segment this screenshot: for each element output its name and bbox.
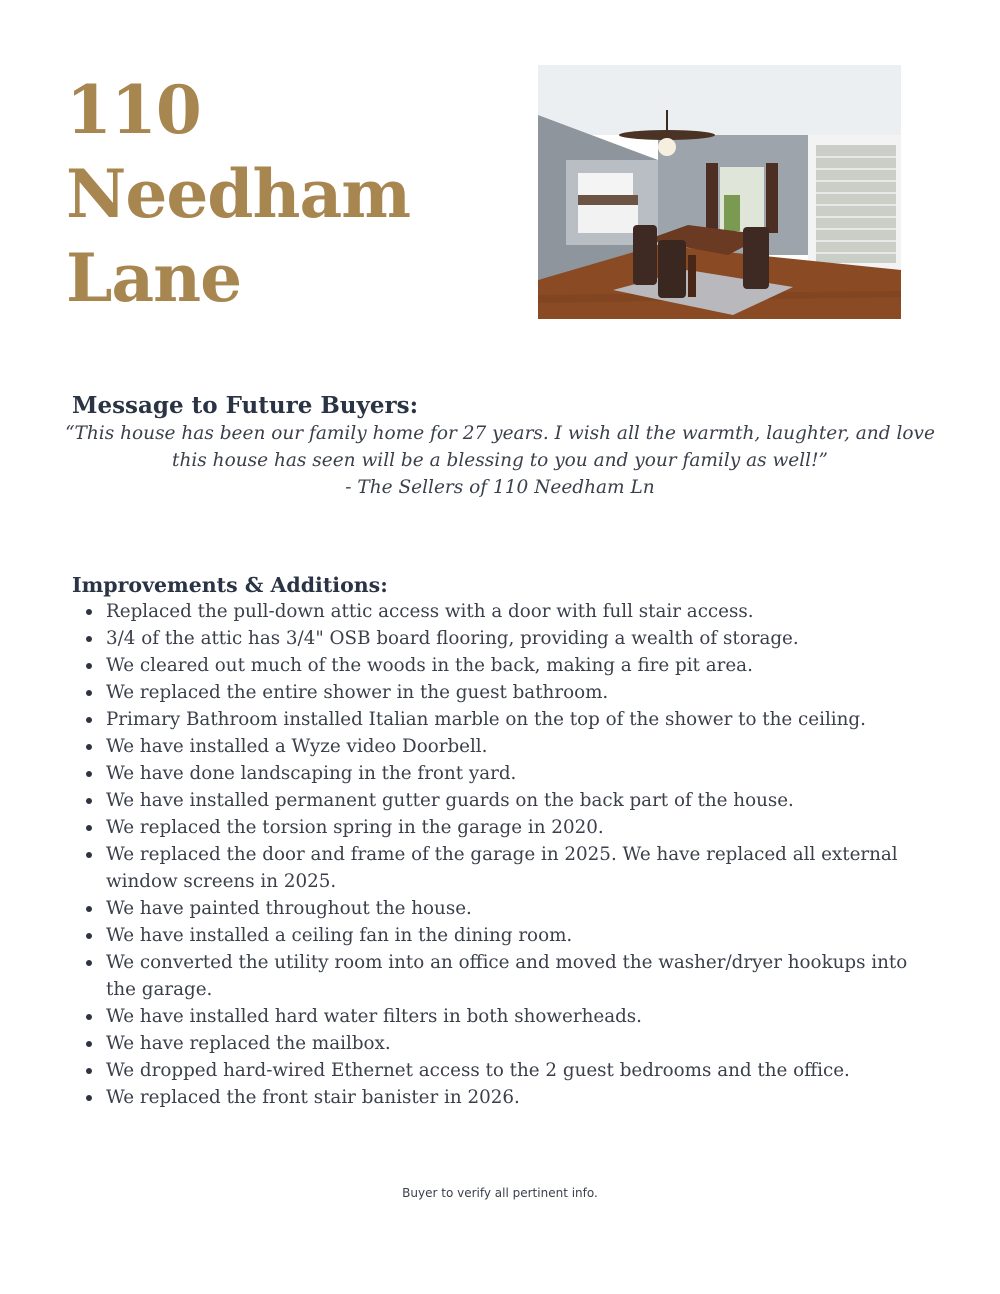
- list-item: Replaced the pull-down attic access with a door with full stair access.: [106, 598, 926, 625]
- sellers-quote: [60, 420, 940, 501]
- title-line-2: Needham: [66, 155, 411, 233]
- list-item: We replaced the door and frame of the garage in 2025. We have replaced all external window screens in 2025.: [106, 841, 926, 895]
- list-item: We have installed permanent gutter guards on the back part of the house.: [106, 787, 926, 814]
- list-item: We replaced the entire shower in the guest bathroom.: [106, 679, 926, 706]
- list-item: We cleared out much of the woods in the back, making a fire pit area.: [106, 652, 926, 679]
- improvements-heading: Improvements & Additions:: [72, 573, 388, 597]
- list-item: We have installed hard water filters in both showerheads.: [106, 1003, 926, 1030]
- list-item: Primary Bathroom installed Italian marble on the top of the shower to the ceiling.: [106, 706, 926, 733]
- list-item: We converted the utility room into an office and moved the washer/dryer hookups into the garage.: [106, 949, 926, 1003]
- title-line-1: 110: [66, 71, 201, 149]
- list-item: 3/4 of the attic has 3/4" OSB board flooring, providing a wealth of storage.: [106, 625, 926, 652]
- list-item: We dropped hard-wired Ethernet access to the 2 guest bedrooms and the office.: [106, 1057, 926, 1084]
- list-item: We have installed a ceiling fan in the dining room.: [106, 922, 926, 949]
- disclaimer-footer: Buyer to verify all pertinent info.: [402, 1186, 598, 1200]
- list-item: We replaced the front stair banister in 2026.: [106, 1084, 926, 1111]
- property-address-title: [66, 68, 506, 320]
- improvements-list: [106, 598, 926, 1111]
- dining-room-photo: [538, 65, 901, 319]
- quote-line-1: “This house has been our family home for 27 years. I wish all the warmth, laughter, and love: [65, 423, 935, 444]
- list-item: We have done landscaping in the front yard.: [106, 760, 926, 787]
- list-item: We have installed a Wyze video Doorbell.: [106, 733, 926, 760]
- list-item: We have painted throughout the house.: [106, 895, 926, 922]
- message-heading: Message to Future Buyers:: [72, 392, 419, 419]
- list-item: We replaced the torsion spring in the garage in 2020.: [106, 814, 926, 841]
- quote-line-2: this house has seen will be a blessing to you and your family as well!”: [172, 450, 828, 471]
- quote-signature: - The Sellers of 110 Needham Ln: [345, 477, 655, 498]
- title-line-3: Lane: [66, 239, 242, 317]
- list-item: We have replaced the mailbox.: [106, 1030, 926, 1057]
